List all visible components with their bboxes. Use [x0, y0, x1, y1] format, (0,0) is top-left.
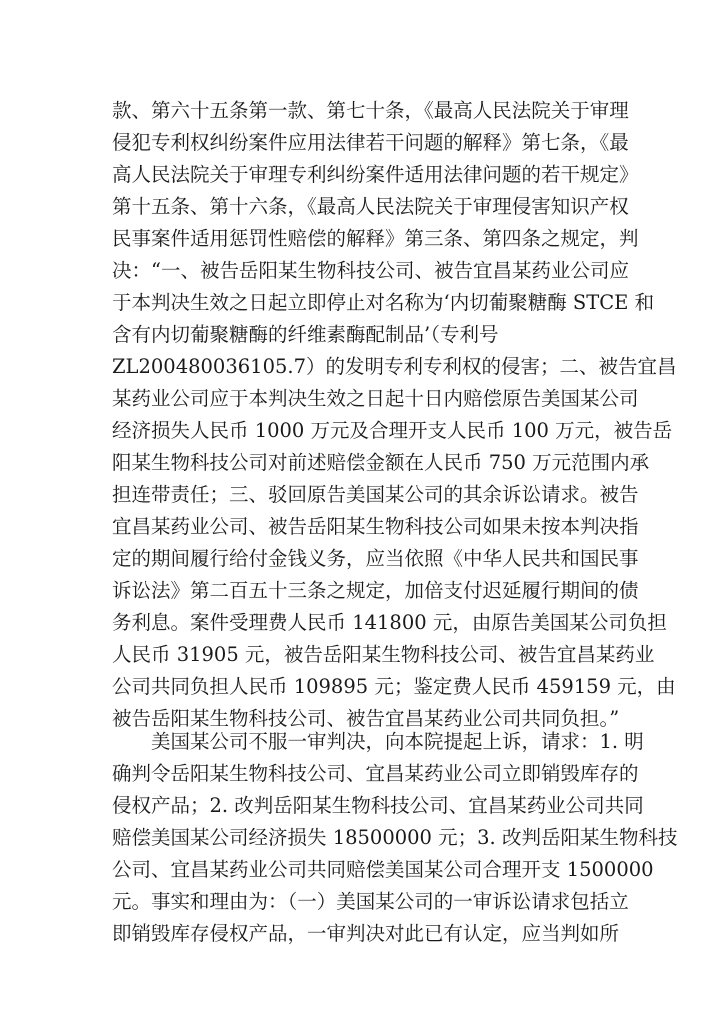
text-line: 宜昌某药业公司、被告岳阳某生物科技公司如果未按本判决指	[112, 515, 639, 538]
text-line: 美国某公司不服一审判决，向本院提起上诉，请求：1. 明	[151, 730, 644, 753]
text-line: 经济损失人民币 1000 万元及合理开支人民币 100 万元，被告岳	[112, 419, 673, 442]
text-line: 担连带责任；三、驳回原告美国某公司的其余诉讼请求。被告	[112, 483, 639, 506]
text-line: 于本判决生效之日起立即停止对名称为‘内切葡聚糖酶 STCE 和	[112, 291, 655, 314]
text-line: 款、第六十五条第一款、第七十条，《最高人民法院关于审理	[112, 99, 629, 122]
text-line: 含有内切葡聚糖酶的纤维素酶配制品’（专利号	[112, 323, 499, 346]
text-line: 某药业公司应于本判决生效之日起十日内赔偿原告美国某公司	[112, 387, 639, 410]
text-line: 决：“一、被告岳阳某生物科技公司、被告宜昌某药业公司应	[112, 259, 629, 282]
text-line: 元。事实和理由为：（一）美国某公司的一审诉讼请求包括立	[112, 890, 629, 913]
judgment-paragraph-1	[112, 95, 677, 735]
text-line: 公司、宜昌某药业公司共同赔偿美国某公司合理开支 1500000	[112, 858, 654, 881]
text-line: 务利息。案件受理费人民币 141800 元，由原告美国某公司负担	[112, 611, 667, 634]
text-line: 民事案件适用惩罚性赔偿的解释》第三条、第四条之规定，判	[112, 227, 639, 250]
text-line: 被告岳阳某生物科技公司、被告宜昌某药业公司共同负担。”	[112, 707, 620, 730]
text-line: 阳某生物科技公司对前述赔偿金额在人民币 750 万元范围内承	[112, 451, 650, 474]
text-line: ZL200480036105.7）的发明专利专利权的侵害；二、被告宜昌	[112, 355, 677, 378]
text-line: 确判令岳阳某生物科技公司、宜昌某药业公司立即销毁库存的	[112, 762, 639, 785]
text-line: 高人民法院关于审理专利纠纷案件适用法律问题的若干规定》	[112, 163, 639, 186]
text-line: 人民币 31905 元，被告岳阳某生物科技公司、被告宜昌某药业	[112, 643, 655, 666]
text-line: 侵权产品；2. 改判岳阳某生物科技公司、宜昌某药业公司共同	[112, 794, 644, 817]
appeal-paragraph-2	[112, 726, 678, 950]
text-line: 公司共同负担人民币 109895 元；鉴定费人民币 459159 元，由	[112, 675, 676, 698]
text-line: 侵犯专利权纠纷案件应用法律若干问题的解释》第七条，《最	[112, 131, 629, 154]
text-line: 定的期间履行给付金钱义务，应当依照《中华人民共和国民事	[112, 547, 639, 570]
text-line: 即销毁库存侵权产品，一审判决对此已有认定，应当判如所	[112, 922, 620, 945]
text-line: 第十五条、第十六条，《最高人民法院关于审理侵害知识产权	[112, 195, 629, 218]
text-line: 赔偿美国某公司经济损失 18500000 元；3. 改判岳阳某生物科技	[112, 826, 678, 849]
text-line: 诉讼法》第二百五十三条之规定，加倍支付迟延履行期间的债	[112, 579, 639, 602]
